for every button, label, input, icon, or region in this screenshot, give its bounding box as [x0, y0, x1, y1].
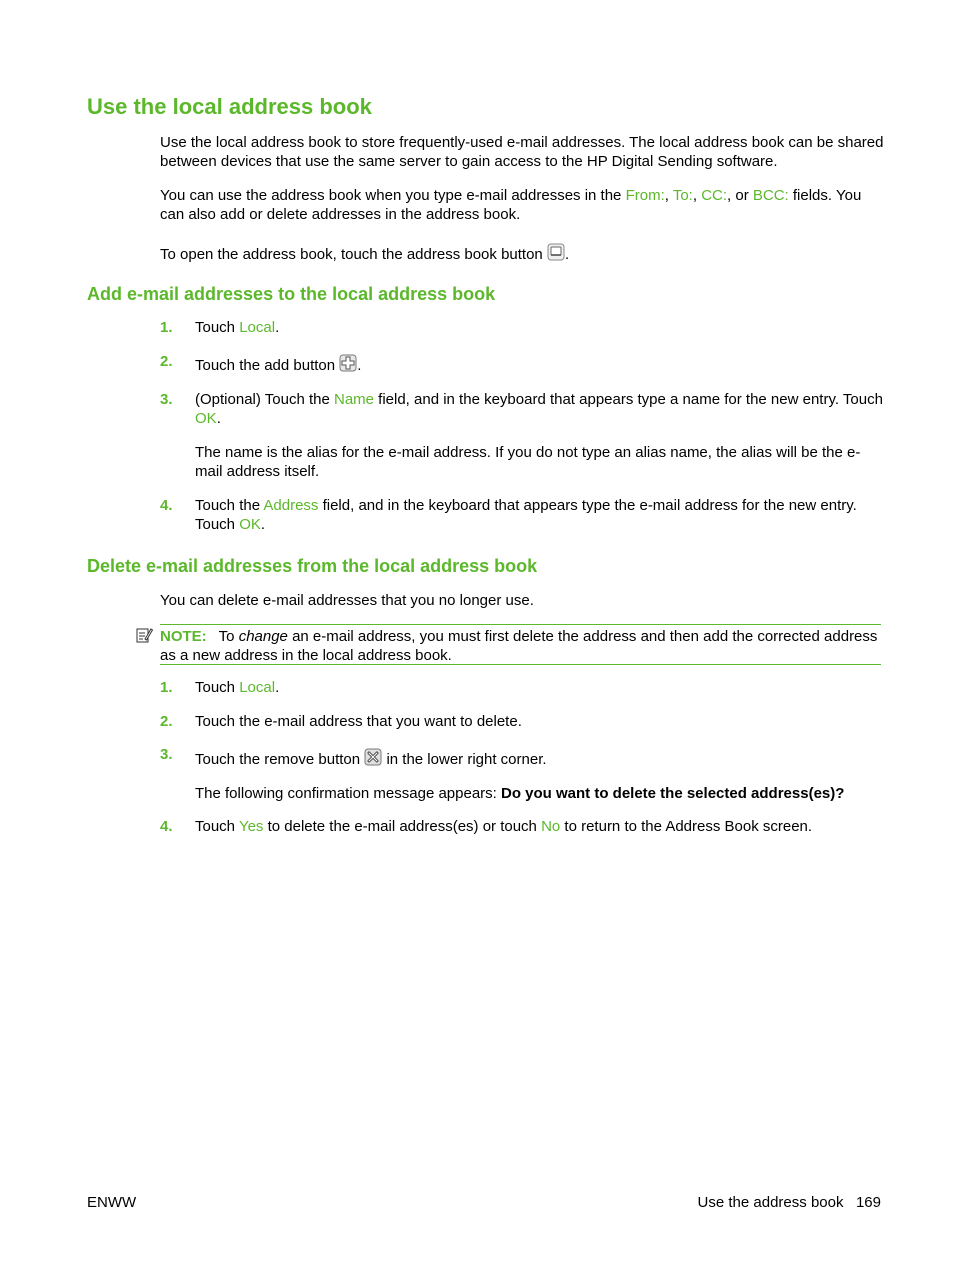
text-run: to return to the Address Book screen. — [560, 818, 813, 835]
no-option: No — [541, 818, 561, 835]
delete-intro: You can delete e-mail addresses that you no longer use. — [160, 592, 534, 609]
confirmation-message: Do you want to delete the selected address(es)? — [501, 785, 845, 802]
text-run: Touch the remove button — [195, 751, 365, 768]
name-field: Name — [333, 391, 374, 408]
text-run: field, and in the keyboard that appears type the e-mail address for the new entry. Touch — [195, 497, 857, 533]
add-step-2 — [195, 354, 885, 375]
step-number: 1. — [160, 679, 173, 696]
add-step-3-detail: The name is the alias for the e-mail address. If you do not type an alias name, the alias will be the e-mail address itself. — [195, 444, 861, 480]
delete-step-3 — [195, 748, 885, 769]
step-number: 1. — [160, 319, 173, 336]
local-option: Local — [239, 679, 276, 696]
note-box — [160, 624, 881, 665]
text-run: . — [275, 319, 280, 336]
footer-page-info: Use the address book 169 — [697, 1194, 881, 1211]
text-run: . — [275, 679, 280, 696]
step-number: 3. — [160, 746, 173, 763]
text-run: The following confirmation message appears: — [195, 785, 501, 802]
ok-option: OK — [195, 410, 217, 427]
delete-step-2: Touch the e-mail address that you want to delete. — [195, 713, 522, 730]
add-step-1 — [195, 318, 885, 337]
field-from: From: — [625, 187, 665, 204]
local-option: Local — [239, 319, 276, 336]
address-field: Address — [263, 497, 319, 514]
yes-option: Yes — [238, 818, 264, 835]
text-run: . — [564, 246, 570, 263]
address-book-icon — [547, 243, 565, 261]
add-step-3 — [195, 390, 885, 428]
text-run: , — [664, 187, 673, 204]
add-step-4 — [195, 496, 885, 534]
text-run: (Optional) Touch the — [195, 391, 334, 408]
delete-step-3-detail — [195, 784, 885, 803]
text-run: Touch the — [195, 497, 264, 514]
text-run: Touch — [195, 319, 240, 336]
text-run: . — [216, 410, 221, 427]
note-label: NOTE: — [160, 628, 207, 645]
step-number: 4. — [160, 818, 173, 835]
footer-left: ENWW — [87, 1194, 137, 1211]
add-icon — [339, 354, 357, 372]
text-run: You can use the address book when you type e-mail addresses in the — [160, 187, 626, 204]
text-run: , — [692, 187, 702, 204]
text-run: Touch — [195, 818, 239, 835]
emphasis: change — [238, 628, 288, 645]
text-run: . — [260, 516, 266, 533]
text-run: Touch the add button — [195, 357, 340, 374]
text-run: an e-mail address, you must first delete the address and then add the corrected address as a new address in the local address book. — [160, 628, 878, 664]
text-run: field, and in the keyboard that appears type a name for the new entry. Touch — [374, 391, 883, 408]
delete-section-heading: Delete e-mail addresses from the local address book — [87, 556, 538, 576]
add-section-heading: Add e-mail addresses to the local address book — [87, 284, 496, 304]
note-text — [160, 627, 881, 665]
page-title: Use the local address book — [87, 94, 372, 119]
text-run: to delete the e-mail address(es) or touch — [263, 818, 542, 835]
ok-option: OK — [239, 516, 261, 533]
text-run: . — [357, 357, 362, 374]
text-run: Touch — [195, 679, 240, 696]
text-run: To open the address book, touch the address book button — [160, 246, 547, 263]
step-number: 2. — [160, 713, 173, 730]
text-run: , or — [727, 187, 753, 204]
field-to: To: — [672, 187, 693, 204]
intro-paragraph-1: Use the local address book to store frequently-used e-mail addresses. The local address book can be shared between devices that use the same server to gain access to the HP Digital Sending software. — [160, 134, 884, 170]
delete-step-1 — [195, 678, 885, 697]
field-bcc: BCC: — [752, 187, 789, 204]
remove-icon — [364, 748, 382, 766]
delete-step-4 — [195, 817, 885, 836]
text-run: To — [218, 628, 239, 645]
text-run: fields. You can also add or delete addresses in the address book. — [160, 187, 862, 223]
step-number: 2. — [160, 353, 173, 370]
step-number: 3. — [160, 391, 173, 408]
text-run: in the lower right corner. — [382, 751, 547, 768]
intro-paragraph-3 — [160, 243, 885, 264]
intro-paragraph-2 — [160, 186, 885, 224]
field-cc: CC: — [701, 187, 728, 204]
step-number: 4. — [160, 497, 173, 514]
note-icon — [135, 626, 153, 644]
